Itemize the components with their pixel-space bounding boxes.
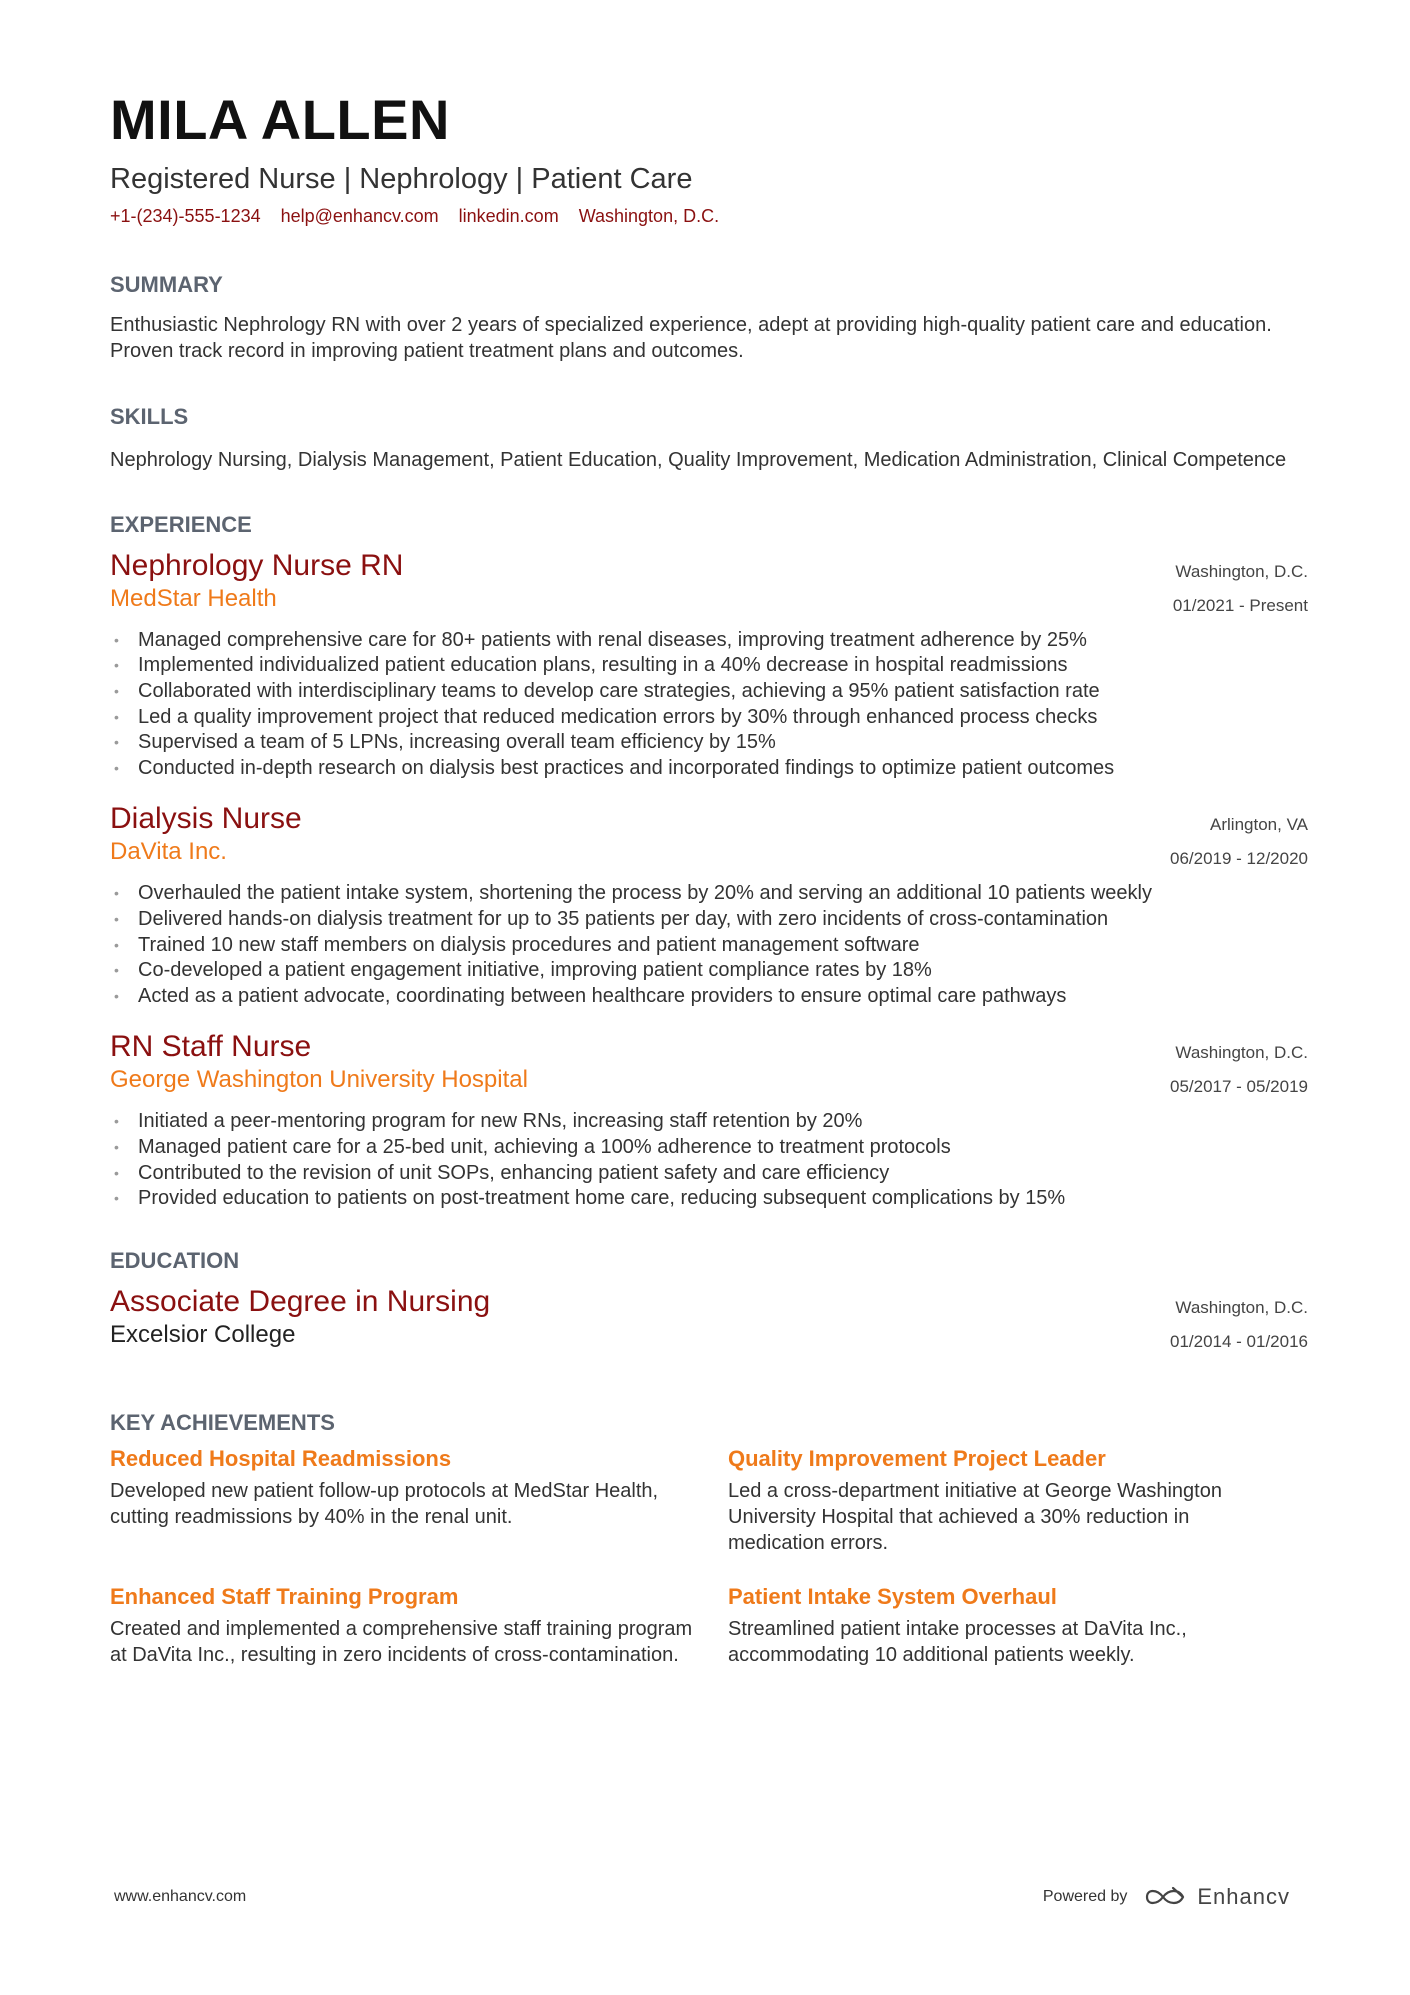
list-item (110, 1186, 1308, 1212)
job-dates: 01/2021 - Present (1172, 595, 1308, 615)
list-item (110, 907, 1308, 933)
achievements-grid (110, 1444, 1308, 1668)
job-entry (110, 801, 1308, 1009)
job-title: Dialysis Nurse (110, 802, 302, 836)
bullet-dot-icon: • (114, 962, 119, 979)
list-item (110, 984, 1308, 1010)
job-left (110, 548, 403, 614)
bullet-dot-icon: • (114, 1164, 119, 1181)
job-company: DaVita Inc. (110, 838, 227, 866)
candidate-headline: Registered Nurse | Nephrology | Patient Care (110, 163, 693, 195)
bullet-text: Supervised a team of 5 LPNs, increasing overall team efficiency by 15% (138, 731, 776, 754)
job-bullets (110, 881, 1308, 1009)
achievement-desc: Created and implemented a comprehensive staff training program at DaVita Inc., resulting in zero incidents of cross-contamination. (110, 1617, 693, 1666)
bullet-dot-icon: • (114, 734, 119, 751)
contact-linkedin[interactable]: linkedin.com (458, 205, 559, 226)
achievement-title: Quality Improvement Project Leader (728, 1445, 1106, 1471)
contact-location: Washington, D.C. (578, 205, 720, 226)
resume-header (110, 88, 1308, 227)
education-location: Washington, D.C. (1175, 1297, 1308, 1317)
bullet-text: Provided education to patients on post-treatment home care, reducing subsequent complications by 15% (138, 1187, 1066, 1210)
job-company: George Washington University Hospital (110, 1066, 528, 1094)
list-item (110, 933, 1308, 959)
education-entry (110, 1284, 1308, 1360)
bullet-text: Managed patient care for a 25-bed unit, achieving a 100% adherence to treatment protocols (138, 1136, 951, 1159)
job-meta (1170, 1029, 1308, 1105)
brand-name: Enhancv (1197, 1884, 1290, 1909)
bullet-dot-icon: • (114, 759, 119, 776)
bullet-text: Overhauled the patient intake system, shortening the process by 20% and serving an additional 10 patients weekly (138, 882, 1152, 905)
achievement-item (728, 1444, 1308, 1556)
job-meta (1170, 801, 1308, 877)
bullet-text: Contributed to the revision of unit SOPs, enhancing patient safety and care efficiency (138, 1161, 890, 1184)
job-left (110, 1029, 528, 1095)
education-left (110, 1284, 490, 1350)
achievements-section (110, 1410, 1308, 1668)
achievement-desc: Developed new patient follow-up protocols at MedStar Health, cutting readmissions by 40% in the renal unit. (110, 1479, 659, 1528)
experience-title: EXPERIENCE (110, 511, 252, 537)
list-item (110, 881, 1308, 907)
powered-by-label: Powered by (1042, 1888, 1128, 1905)
skills-section (110, 404, 1308, 472)
experience-section (110, 512, 1308, 1212)
bullet-dot-icon: • (114, 936, 119, 953)
bullet-text: Managed comprehensive care for 80+ patients with renal diseases, improving treatment adherence by 25% (138, 628, 1087, 651)
job-meta (1173, 548, 1308, 624)
bullet-dot-icon: • (114, 911, 119, 928)
achievement-title: Patient Intake System Overhaul (728, 1583, 1057, 1609)
achievement-item (728, 1582, 1308, 1668)
summary-text: Enthusiastic Nephrology RN with over 2 years of specialized experience, adept at providing high-quality patient care and education. Proven track record in improving patient treatment plans and outcomes. (110, 313, 1272, 362)
achievement-item (110, 1582, 728, 1668)
bullet-dot-icon: • (114, 1113, 119, 1130)
candidate-name: MILA ALLEN (110, 88, 450, 151)
bullet-dot-icon: • (114, 1139, 119, 1156)
bullet-text: Initiated a peer-mentoring program for new RNs, increasing staff retention by 20% (138, 1110, 863, 1133)
job-location: Washington, D.C. (1175, 561, 1308, 581)
list-item (110, 730, 1308, 756)
list-item (110, 756, 1308, 782)
bullet-text: Collaborated with interdisciplinary teams to develop care strategies, achieving a 95% patient satisfaction rate (138, 680, 1100, 703)
contact-info (110, 206, 1308, 227)
enhancv-logo-icon (1143, 1884, 1189, 1910)
list-item (110, 679, 1308, 705)
job-title: RN Staff Nurse (110, 1030, 312, 1064)
job-dates: 05/2017 - 05/2019 (1169, 1077, 1308, 1097)
resume-content (110, 88, 1308, 1668)
education-meta (1170, 1284, 1308, 1360)
achievement-title: Enhanced Staff Training Program (110, 1583, 459, 1609)
job-location: Arlington, VA (1210, 815, 1308, 835)
list-item (110, 958, 1308, 984)
bullet-text: Acted as a patient advocate, coordinating between healthcare providers to ensure optimal care pathways (138, 984, 1067, 1007)
job-bullets (110, 628, 1308, 782)
bullet-text: Co-developed a patient engagement initiative, improving patient compliance rates by 18% (138, 959, 932, 982)
list-item (110, 1161, 1308, 1187)
bullet-dot-icon: • (114, 708, 119, 725)
page-footer (114, 1884, 1290, 1910)
footer-brand (1043, 1884, 1290, 1910)
job-bullets (110, 1109, 1308, 1211)
summary-section (110, 272, 1308, 364)
job-location: Washington, D.C. (1175, 1043, 1308, 1063)
bullet-dot-icon: • (114, 885, 119, 902)
bullet-dot-icon: • (114, 657, 119, 674)
achievement-desc: Streamlined patient intake processes at DaVita Inc., accommodating 10 additional patients weekly. (728, 1617, 1187, 1666)
job-entry (110, 1029, 1308, 1211)
skills-text: Nephrology Nursing, Dialysis Management, Patient Education, Quality Improvement, Medication Administration, Clinical Competence (110, 448, 1287, 471)
footer-url[interactable]: www.enhancv.com (114, 1888, 247, 1905)
education-degree: Associate Degree in Nursing (110, 1284, 491, 1318)
list-item (110, 1135, 1308, 1161)
education-title: EDUCATION (110, 1247, 240, 1273)
bullet-dot-icon: • (114, 683, 119, 700)
bullet-text: Led a quality improvement project that reduced medication errors by 30% through enhanced process checks (138, 705, 1098, 728)
job-company: MedStar Health (110, 584, 277, 612)
job-header (110, 548, 1308, 624)
brand-logo[interactable] (1143, 1884, 1290, 1910)
contact-phone[interactable]: +1-(234)-555-1234 (110, 205, 261, 226)
achievement-item (110, 1444, 728, 1556)
contact-email[interactable]: help@enhancv.com (280, 205, 439, 226)
achievements-title: KEY ACHIEVEMENTS (110, 1409, 335, 1435)
bullet-dot-icon: • (114, 1190, 119, 1207)
list-item (110, 705, 1308, 731)
education-section (110, 1248, 1308, 1360)
skills-title: SKILLS (110, 403, 189, 429)
education-school: Excelsior College (110, 1320, 296, 1348)
bullet-text: Delivered hands-on dialysis treatment for up to 35 patients per day, with zero incidents of cross-contamination (138, 908, 1109, 931)
bullet-text: Implemented individualized patient education plans, resulting in a 40% decrease in hospital readmissions (138, 654, 1068, 677)
list-item (110, 628, 1308, 654)
achievement-title: Reduced Hospital Readmissions (110, 1445, 452, 1471)
bullet-dot-icon: • (114, 987, 119, 1004)
job-left (110, 801, 302, 867)
bullet-dot-icon: • (114, 631, 119, 648)
list-item (110, 653, 1308, 679)
list-item (110, 1109, 1308, 1135)
achievement-desc: Led a cross-department initiative at George Washington University Hospital that achieved a 30% reduction in medication errors. (728, 1479, 1222, 1554)
education-dates: 01/2014 - 01/2016 (1169, 1331, 1308, 1351)
job-dates: 06/2019 - 12/2020 (1169, 849, 1308, 869)
bullet-text: Trained 10 new staff members on dialysis procedures and patient management software (138, 933, 920, 956)
bullet-text: Conducted in-depth research on dialysis best practices and incorporated findings to optimize patient outcomes (138, 756, 1115, 779)
summary-title: SUMMARY (110, 271, 223, 297)
job-header (110, 801, 1308, 877)
job-title: Nephrology Nurse RN (110, 548, 404, 582)
job-header (110, 1029, 1308, 1105)
job-entry (110, 548, 1308, 782)
